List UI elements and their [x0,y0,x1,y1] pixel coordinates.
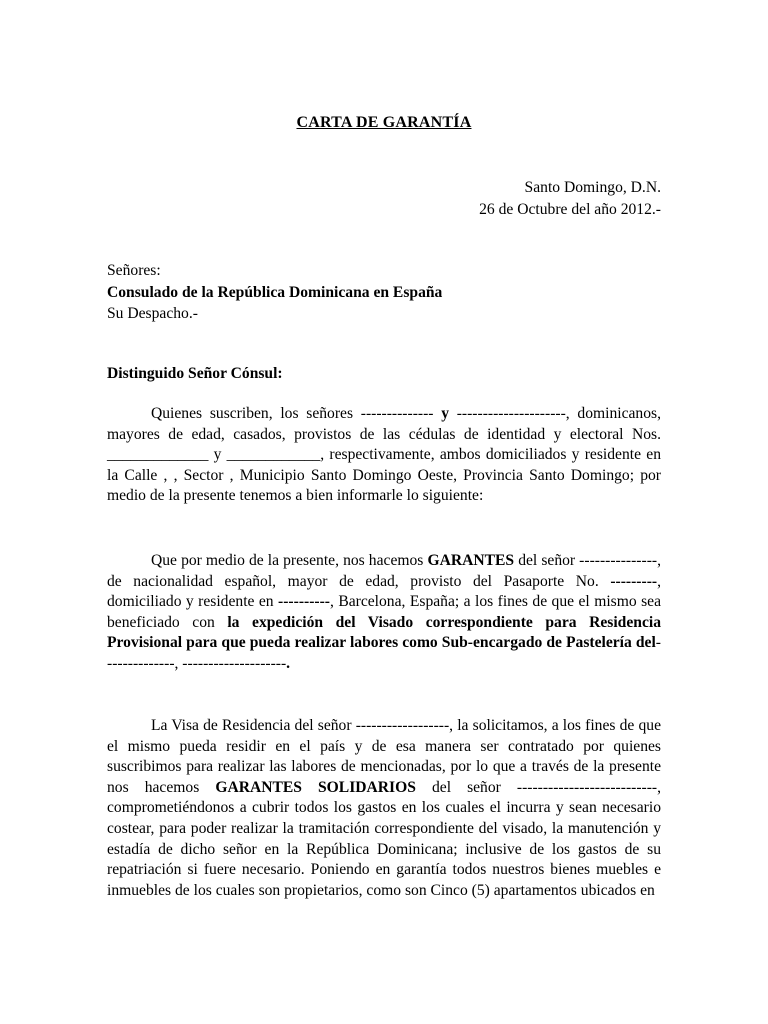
p2-text-i: --------------, -------------------- [107,634,661,672]
p2-text-e: , domiciliado y residente en [107,572,661,611]
date-block [479,177,661,220]
p3-text-a: La Visa de Residencia del señor ------------------, la solicitamos, a los fines de que el mismo pueda residir en el país y de esa manera ser contratado por quienes suscribimos para realizar las labores de mencionadas, por lo que a través de la presente nos hacemos [107,717,661,796]
addressee-block [107,260,442,325]
p2-text-c: del señor ---------------, de nacionalidad español, mayor de edad, provisto del Pasaporte No. [107,552,661,590]
date-line: 26 de Octubre del año 2012.- [479,200,661,218]
p1-bold-y: y [441,405,449,422]
p2-bold-residence: ---------- [278,593,330,611]
p1-text-a: Quienes suscriben, los señores -------------- [151,405,442,422]
p1-text-c: ---------------------, dominicanos, mayores de edad, casados, provistos de las cédulas de identidad y electoral Nos. _____________ y ____________, respectivamente, ambos domiciliados y residente en la Calle , , Sector , Municipio Santo Domingo Oeste, Provincia Santo Domingo; por medio de la presente tenemos a bien informarle lo siguiente: [107,405,661,505]
paragraph-1 [107,404,661,507]
p3-text-c: del señor ---------------------------, comprometiéndonos a cubrir todos los gastos en los cuales el incurra y sean necesario costear, para poder realizar la tramitación correspondiente del visado, la manutención y estadía de dicho señor en la República Dominicana; inclusive de los gastos de su repatriación si fuere necesario. Poniendo en garantía todos nuestros bienes muebles e inmuebles de los cuales son propietarios, como son Cinco (5) apartamentos ubicados en [107,778,661,899]
paragraph-2 [107,551,661,675]
place-line: Santo Domingo, D.N. [524,179,661,196]
salutation-line: Señores: [107,262,161,279]
office-line: Su Despacho.- [107,305,198,322]
p2-bold-period: . [286,654,291,672]
recipient-line: Consulado de la República Dominicana en España [107,283,443,301]
document-title: CARTA DE GARANTÍA [296,114,472,131]
greeting-line: Distinguido Señor Cónsul: [107,365,283,382]
p2-text-g: , Barcelona, España; a los fines de que el mismo sea beneficiado con [107,593,661,631]
paragraph-3 [107,716,661,901]
p2-bold-passport: --------- [610,572,658,590]
p2-bold-visa: la expedición del Visado correspondiente para Residencia Provisional para que pueda realizar labores como Sub-encargado de Pastelería del [107,613,661,652]
p2-text-a: Que por medio de la presente, nos hacemos [151,552,428,569]
p2-bold-garantes: GARANTES [427,552,515,569]
p3-bold-garantes-solidarios: GARANTES SOLIDARIOS [215,778,416,796]
